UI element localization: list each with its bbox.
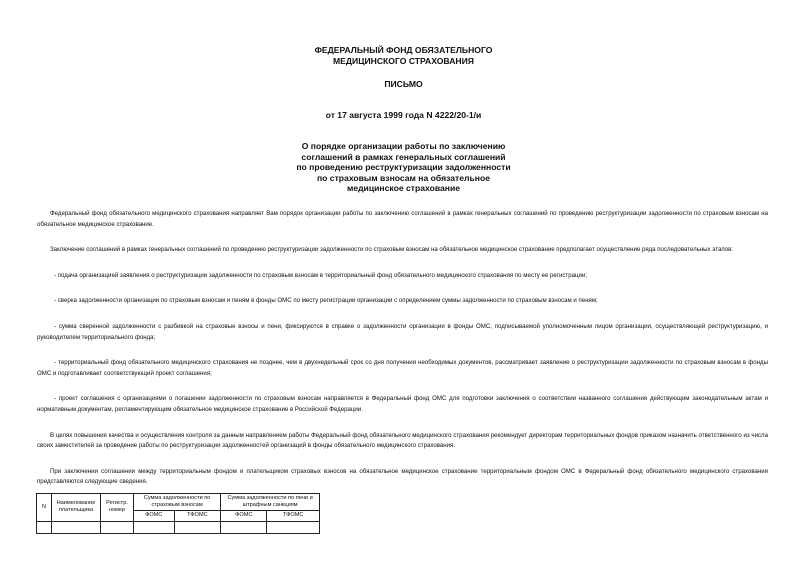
paragraph: Заключение соглашений в рамках генеральных соглашений по проведению реструктуризации задолженности по страховым взносам на обязательное медицинское страхование предполагает осуществление ряда последовательных этапов:: [50, 246, 734, 254]
col-number-header: N: [37, 494, 52, 522]
list-item: - территориальный фонд обязательного медицинского страхования не позднее, чем в двухнедельный срок со дня получения необходимых документов, рассматривает заявление о реструктуризации задолженности по страховым взносам в фонды ОМС и подготавливает соответствующий проект соглашения;: [37, 359, 768, 377]
col-debt-contributions-header: Сумма задолженности по страховым взносам: [134, 494, 221, 511]
sub-tfoms-header: ТФОМС: [174, 511, 221, 521]
list-item: - сверка задолженности организации по страховым взносам и пеням в фонды ОМС по месту регистрации организации с определением суммы задолженности по страховым взносам и пеням;: [54, 297, 598, 305]
list-item: - подача организацией заявления о реструктуризации задолженности по страховым взносам в территориальный фонд обязательного медицинского страхования по месту ее регистрации;: [54, 271, 587, 279]
table-cell: [221, 521, 267, 533]
issuer-heading: ФЕДЕРАЛЬНЫЙ ФОНД ОБЯЗАТЕЛЬНОГО МЕДИЦИНСКОГО СТРАХОВАНИЯ: [314, 45, 493, 66]
table-cell: [267, 521, 320, 533]
col-payer-name-header: Наименование плательщика: [52, 494, 101, 522]
date-and-number: от 17 августа 1999 года N 4222/20-1/и: [325, 110, 482, 120]
col-debt-penalties-header: Сумма задолженности по пени и штрафным санкциям: [221, 494, 320, 511]
letter-body: [37, 209, 768, 503]
paragraph: При заключении соглашении между территориальным фондом и плательщиком страховых взносов на обязательное медицинское страхование территориальным фондом ОМС в Федеральный фонд обязательного медицинского страхования представляются следующие сведения.: [37, 467, 768, 486]
table-cell: [134, 521, 175, 533]
paragraph: В целях повышения качества и осуществления контроля за данным направлением работы Федеральный фонд обязательного медицинского страхования рекомендует директорам территориальных фондов приказом назначить ответственного из числа своих заместителей за проведение работы по реструктуризации задолженностей организаций в фонды обязательного медицинского страхования.: [37, 431, 768, 450]
sub-tfoms-header: ТФОМС: [267, 511, 320, 521]
letter-subject: О порядке организации работы по заключению соглашений в рамках генеральных соглашений по проведению реструктуризации задолженности по страховым взносам на обязательное медицинское страхование: [296, 141, 511, 194]
col-reg-number-header: Регистр. номер: [101, 494, 134, 522]
list-item: - проект соглашения с организациями о погашении задолженности по страховым взносам направляется в Федеральный фонд ОМС для подготовки заключения о соответствии названного соглашения действующим законодательным актам и нормативным документам, регламентирующим обязательное медицинское страхование в Российской Федерации.: [37, 395, 768, 413]
sub-foms-header: ФОМС: [134, 511, 175, 521]
table-cell: [174, 521, 221, 533]
table-cell: [52, 521, 101, 533]
table-cell: [101, 521, 134, 533]
sub-foms-header: ФОМС: [221, 511, 267, 521]
paragraph: Федеральный фонд обязательного медицинского страхования направляет Вам порядок организации работы по заключению соглашений в рамках генеральных соглашений по проведению реструктуризации задолженности по страховым взносам на обязательное медицинское страхование.: [37, 210, 768, 228]
document-type: ПИСЬМО: [384, 79, 423, 89]
table-row: [37, 521, 320, 533]
list-item: - сумма сверенной задолженности с разбивкой на страховые взносы и пени, фиксируются в справке о задолженности организации в фонды ОМС, подписываемой уполномоченным лицом организации, осуществляющей реструктуризацию, и руководителем территориального фонда;: [37, 322, 768, 341]
table-cell: [37, 521, 52, 533]
debt-table: [36, 493, 320, 534]
